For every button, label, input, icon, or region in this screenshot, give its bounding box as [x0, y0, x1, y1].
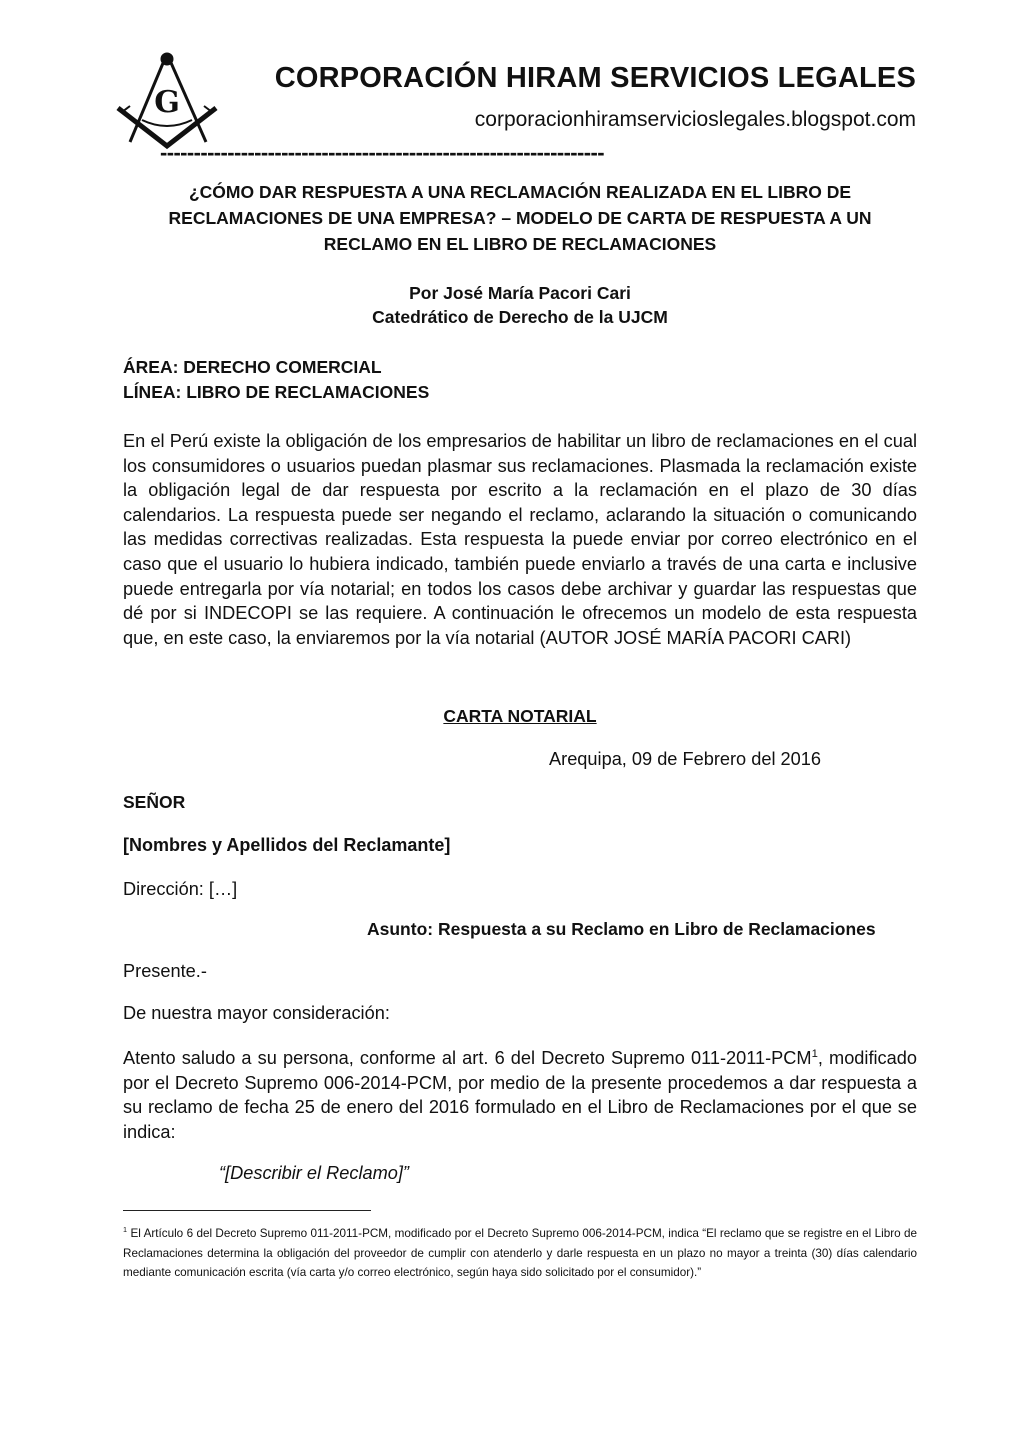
salutation: SEÑOR: [123, 792, 186, 812]
body-text-part: , modificado por el Decreto Supremo 006-2014-PCM, por medio de la presente procedemos a dar respuesta a su reclamo de fecha 25 de enero del 2016 formulado en el Libro de Reclamaciones por el que se indica:: [123, 1048, 917, 1142]
letter-body-paragraph: [123, 1046, 917, 1144]
line-label: LÍNEA: LIBRO DE RECLAMACIONES: [123, 382, 430, 402]
presente-line: Presente.-: [123, 961, 207, 981]
footnote-text: El Artículo 6 del Decreto Supremo 011-2011-PCM, modificado por el Decreto Supremo 006-2014-PCM, indica “El reclamo que se registre en el Libro de Reclamaciones determina la obligación del proveedor de cumplir con atenderlo y darle respuesta en un plazo no mayor a treinta (30) días calendario mediante comunicación escrita (vía carta y/o correo electrónico, según haya sido solicitado por el consumidor).”: [123, 1227, 918, 1279]
body-text-part: Atento saludo a su persona, conforme al art. 6 del Decreto Supremo 011-2011-PCM: [123, 1048, 812, 1068]
organization-url[interactable]: corporacionhiramservicioslegales.blogspot.com: [474, 108, 916, 131]
footnote: [123, 1224, 917, 1283]
area-label: ÁREA: DERECHO COMERCIAL: [123, 357, 382, 377]
byline: [123, 281, 917, 329]
letter-date: Arequipa, 09 de Febrero del 2016: [549, 749, 821, 769]
organization-name: CORPORACIÓN HIRAM SERVICIOS LEGALES: [274, 62, 916, 94]
title-line: RECLAMO EN EL LIBRO DE RECLAMACIONES: [323, 234, 717, 254]
recipient-address: Dirección: […]: [123, 879, 238, 899]
greeting-line: De nuestra mayor consideración:: [123, 1003, 390, 1023]
recipient-name: [Nombres y Apellidos del Reclamante]: [123, 835, 451, 855]
letter-subject: Asunto: Respuesta a su Reclamo en Libro de Reclamaciones: [367, 919, 876, 939]
complaint-quote: “[Describir el Reclamo]”: [219, 1163, 409, 1183]
title-line: RECLAMACIONES DE UNA EMPRESA? – MODELO DE CARTA DE RESPUESTA A UN: [168, 208, 872, 228]
article-title: [123, 179, 917, 257]
footnote-number: 1: [123, 1225, 128, 1235]
author-title: Catedrático de Derecho de la UJCM: [372, 307, 668, 327]
article-meta: [123, 355, 429, 405]
intro-paragraph: En el Perú existe la obligación de los empresarios de habilitar un libro de reclamaciones en el cual los consumidores o usuarios puedan plasmar sus reclamaciones. Plasmada la reclamación existe la obligación legal de dar respuesta por escrito a la reclamación en el plazo de 30 días calendarios. La respuesta puede ser negando el reclamo, aclarando la situación o comunicando las medidas correctivas realizadas. Esta respuesta la puede enviar por correo electrónico en el caso que el usuario lo hubiera indicado, también puede enviarlo a través de una carta e inclusive puede entregarla por vía notarial; en todos los casos debe archivar y guardar las respuestas que dé por si INDECOPI se las requiere. A continuación le ofrecemos un modelo de esta respuesta que, en este caso, la enviaremos por la vía notarial (AUTOR JOSÉ MARÍA PACORI CARI): [123, 431, 917, 648]
logo-letter: G: [154, 85, 180, 120]
document-type-heading: CARTA NOTARIAL: [443, 706, 597, 726]
footnote-divider: [123, 1210, 371, 1211]
footnote-reference[interactable]: 1: [811, 1047, 818, 1060]
author-name: Por José María Pacori Cari: [409, 283, 631, 303]
square-and-compass-icon: [112, 50, 222, 150]
header-separator: ------------------------------------------------------------------: [160, 140, 604, 165]
title-line: ¿CÓMO DAR RESPUESTA A UNA RECLAMACIÓN REALIZADA EN EL LIBRO DE: [188, 182, 852, 202]
